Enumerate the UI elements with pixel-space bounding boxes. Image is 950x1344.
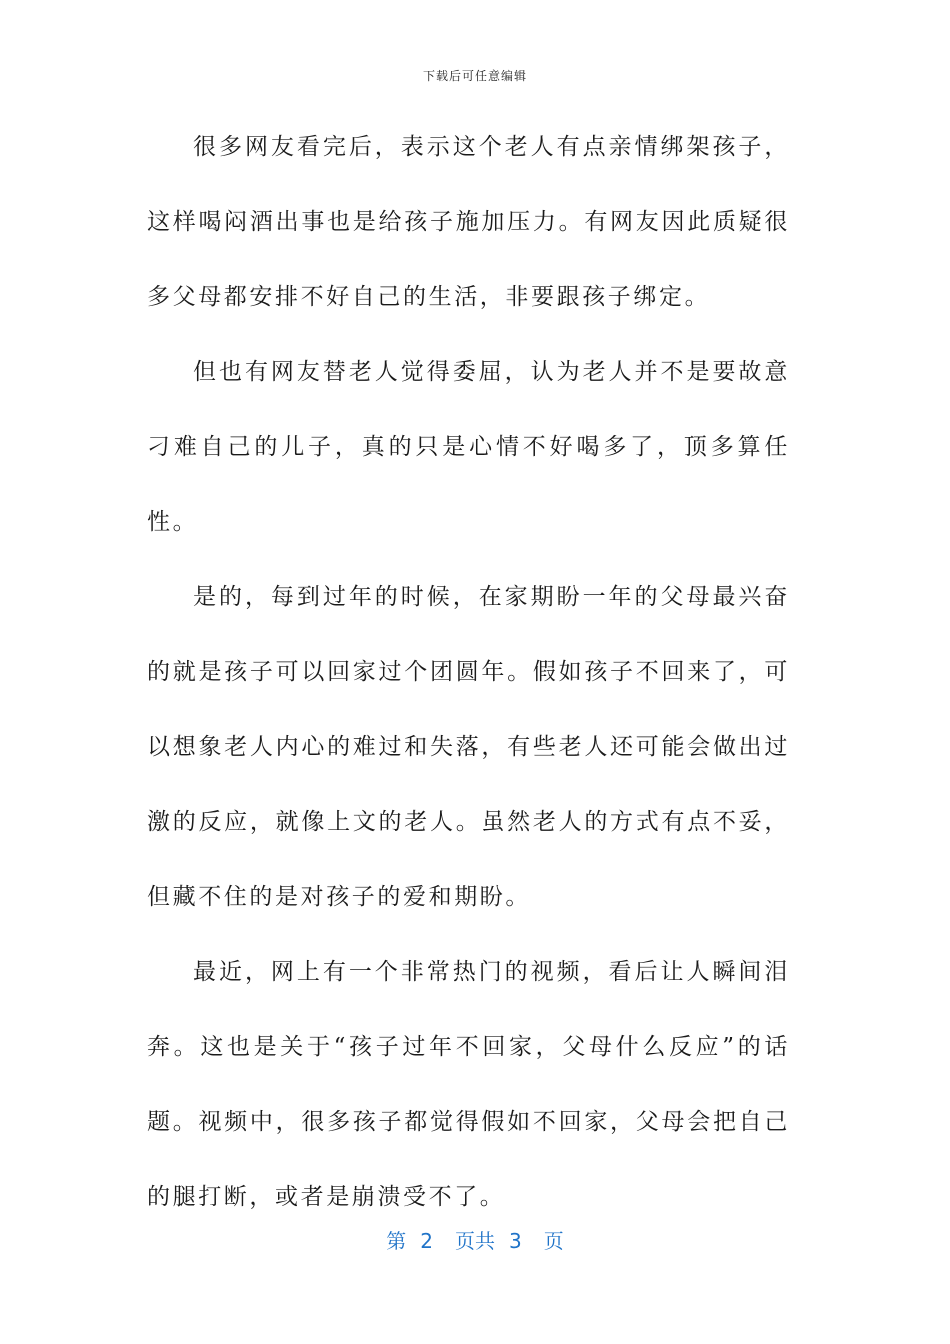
page-middle: 页共 bbox=[455, 1229, 495, 1253]
paragraph: 最近，网上有一个非常热门的视频，看后让人瞬间泪奔。这也是关于“孩子过年不回家，父母什么反应”的话题。视频中，很多孩子都觉得假如不回家，父母会把自己的腿打断，或者是崩溃受不了。 bbox=[147, 959, 790, 1210]
paragraph: 但也有网友替老人觉得委屈，认为老人并不是要故意刁难自己的儿子，真的只是心情不好喝多了，顶多算任性。 bbox=[147, 359, 790, 535]
paragraph: 很多网友看完后，表示这个老人有点亲情绑架孩子，这样喝闷酒出事也是给孩子施加压力。有网友因此质疑很多父母都安排不好自己的生活，非要跟孩子绑定。 bbox=[147, 134, 790, 310]
header-note: 下载后可任意编辑 bbox=[422, 69, 527, 83]
page-number-footer bbox=[0, 1225, 950, 1254]
total-pages-number: 3 bbox=[509, 1229, 522, 1253]
paragraph: 是的，每到过年的时候，在家期盼一年的父母最兴奋的就是孩子可以回家过个团圆年。假如孩子不回来了，可以想象老人内心的难过和失落，有些老人还可能会做出过激的反应，就像上文的老人。虽然老人的方式有点不妥，但藏不住的是对孩子的爱和期盼。 bbox=[147, 584, 790, 910]
page-prefix: 第 bbox=[386, 1229, 407, 1253]
current-page-number: 2 bbox=[420, 1229, 433, 1253]
document-body bbox=[147, 110, 790, 1235]
page-suffix: 页 bbox=[543, 1229, 564, 1253]
